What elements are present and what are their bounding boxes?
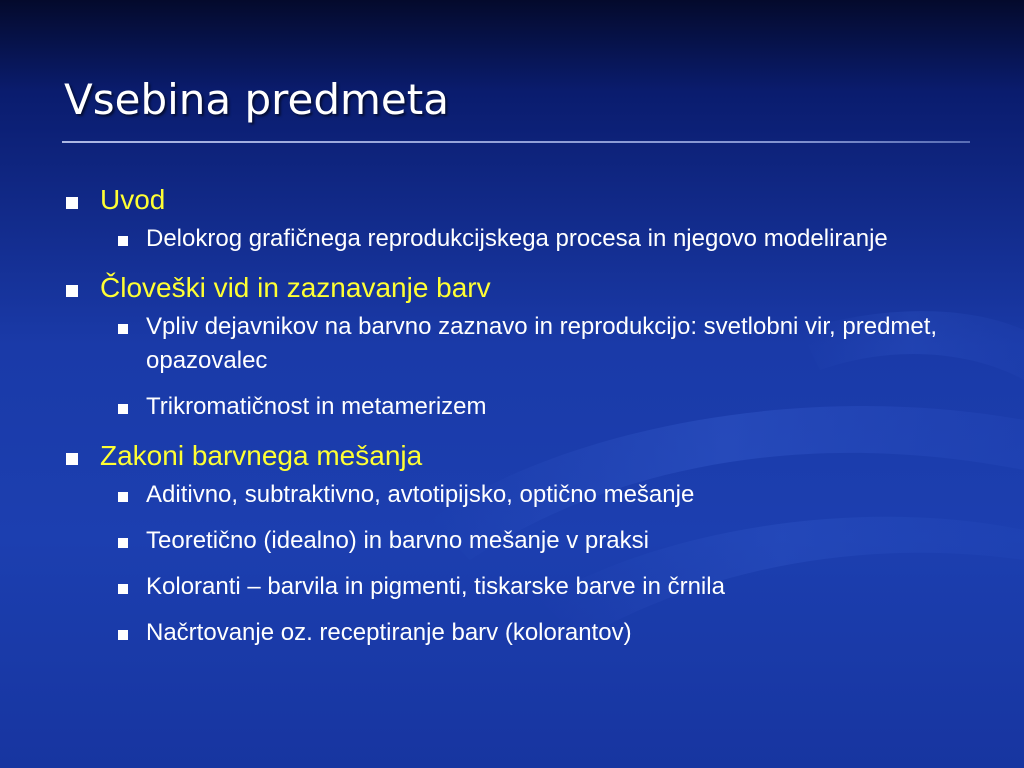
sub-bullet-text: Aditivno, subtraktivno, avtotipijsko, optično mešanje [146, 481, 695, 508]
bullet-list [62, 180, 962, 662]
sub-bullet-text: Načrtovanje oz. receptiranje barv (kolorantov) [146, 619, 632, 646]
sub-bullet-text: Delokrog grafičnega reprodukcijskega procesa in njegovo modeliranje [146, 225, 888, 252]
bullet-text: Uvod [100, 184, 166, 215]
title-divider [62, 141, 970, 143]
sub-bullet-item [62, 390, 946, 424]
sub-bullet-text: Koloranti – barvila in pigmenti, tiskarske barve in črnila [146, 573, 725, 600]
square-bullet-icon [66, 197, 78, 209]
square-bullet-icon [118, 538, 128, 548]
sub-bullet-item [62, 570, 946, 604]
square-bullet-icon [118, 584, 128, 594]
bullet-text: Zakoni barvnega mešanja [100, 440, 423, 471]
bullet-item-cloveski-vid [62, 268, 962, 308]
sub-bullet-text: Teoretično (idealno) in barvno mešanje v praksi [146, 527, 649, 554]
square-bullet-icon [118, 630, 128, 640]
sub-bullet-text: Trikromatičnost in metamerizem [146, 393, 487, 420]
sub-bullet-item [62, 616, 946, 650]
square-bullet-icon [66, 453, 78, 465]
sub-bullet-item [62, 524, 946, 558]
bullet-item-zakoni [62, 436, 962, 476]
square-bullet-icon [118, 324, 128, 334]
square-bullet-icon [118, 404, 128, 414]
sub-bullet-item [62, 310, 946, 378]
sub-bullet-item [62, 478, 946, 512]
slide-title: Vsebina predmeta [64, 75, 449, 124]
square-bullet-icon [66, 285, 78, 297]
square-bullet-icon [118, 236, 128, 246]
bullet-item-uvod [62, 180, 962, 220]
sub-bullet-text: Vpliv dejavnikov na barvno zaznavo in reprodukcijo: svetlobni vir, predmet, opazovalec [146, 313, 938, 374]
sub-bullet-item [62, 222, 946, 256]
square-bullet-icon [118, 492, 128, 502]
bullet-text: Človeški vid in zaznavanje barv [100, 272, 491, 303]
